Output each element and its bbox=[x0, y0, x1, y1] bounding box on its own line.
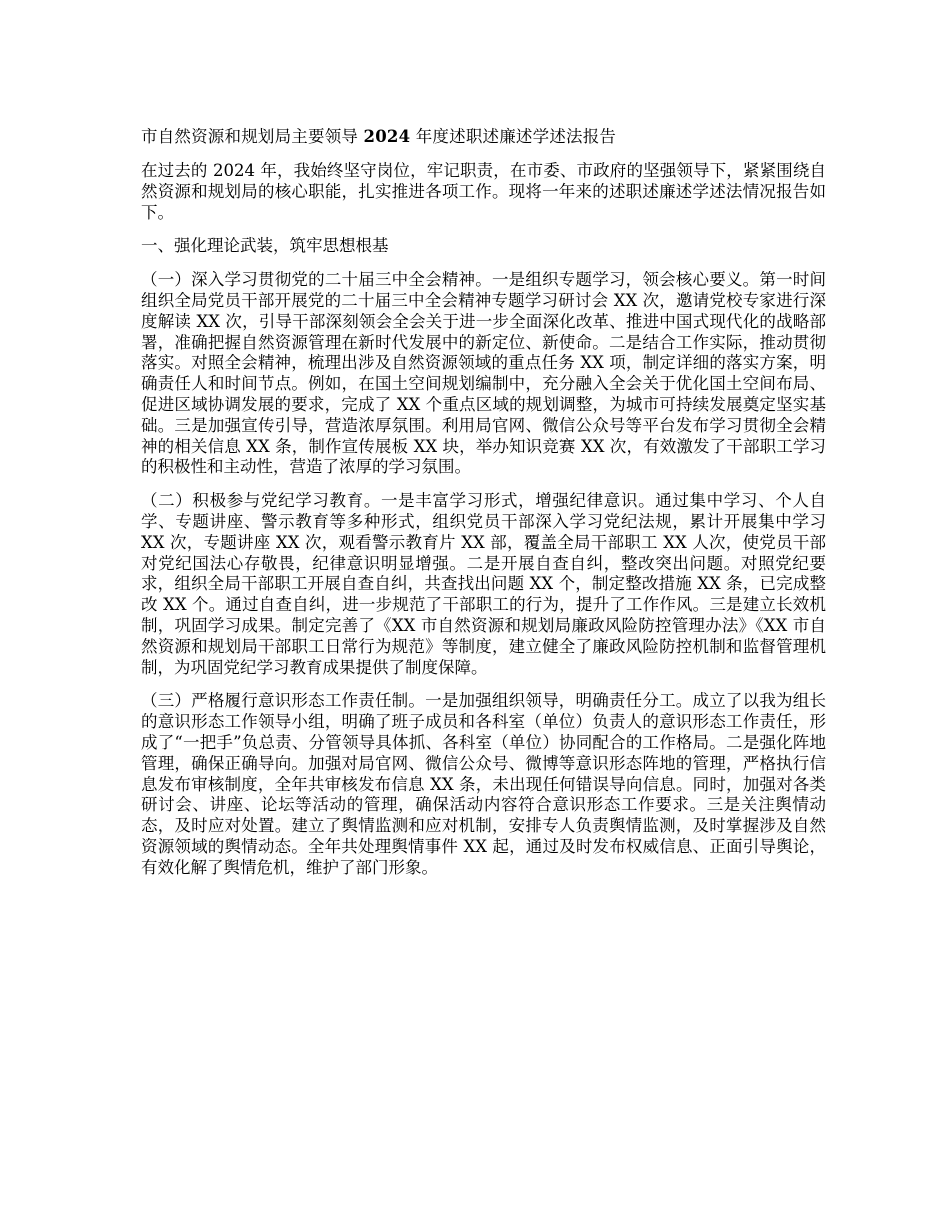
section-heading: 一、强化理论武装，筑牢思想根基 bbox=[141, 236, 389, 256]
intro-paragraph: 在过去的 2024 年，我始终坚守岗位，牢记职责，在市委、市政府的坚强领导下，紧紧围绕自然资源和规划局的核心职能，扎实推进各项工作。现将一年来的述职述廉述学述法情况报告如下。 bbox=[141, 161, 826, 222]
body-paragraph-1: （一）深入学习贯彻党的二十届三中全会精神。一是组织专题学习，领会核心要义。第一时间组织全局党员干部开展党的二十届三中全会精神专题学习研讨会 XX 次，邀请党校专家进行深度解读 XX 次，引导干部深刻领会全会关于进一步全面深化改革、推进中国式现代化的战略部署，准确把握自然资源管理在新时代发展中的新定位、新使命。二是结合工作实际，推动贯彻落实。对照全会精神，梳理出涉及自然资源领域的重点任务 XX 项，制定详细的落实方案，明确责任人和时间节点。例如，在国土空间规划编制中，充分融入全会关于优化国土空间布局、促进区域协调发展的要求，完成了 XX 个重点区域的规划调整，为城市可持续发展奠定坚实基础。三是加强宣传引导，营造浓厚氛围。利用局官网、微信公众号等平台发布学习贯彻全会精神的相关信息 XX 条，制作宣传展板 XX 块，举办知识竞赛 XX 次，有效激发了干部职工学习的积极性和主动性，营造了浓厚的学习氛围。 bbox=[141, 270, 826, 477]
title-year: 2024 bbox=[363, 127, 411, 146]
document-title bbox=[141, 126, 826, 148]
body-paragraph-2: （二）积极参与党纪学习教育。一是丰富学习形式，增强纪律意识。通过集中学习、个人自学、专题讲座、警示教育等多种形式，组织党员干部深入学习党纪法规，累计开展集中学习 XX 次，专题讲座 XX 次，观看警示教育片 XX 部，覆盖全局干部职工 XX 人次，使党员干部对党纪国法心存敬畏，纪律意识明显增强。二是开展自查自纠，整改突出问题。对照党纪要求，组织全局干部职工开展自查自纠，共查找出问题 XX 个，制定整改措施 XX 条，已完成整改 XX 个。通过自查自纠，进一步规范了干部职工的行为，提升了工作作风。三是建立长效机制，巩固学习成果。制定完善了《XX 市自然资源和规划局廉政风险防控管理办法》《XX 市自然资源和规划局干部职工日常行为规范》等制度，建立健全了廉政风险防控机制和监督管理机制，为巩固党纪学习教育成果提供了制度保障。 bbox=[141, 491, 826, 677]
title-prefix: 市自然资源和规划局主要领导 bbox=[141, 127, 364, 146]
title-suffix: 年度述职述廉述学述法报告 bbox=[410, 127, 617, 146]
body-paragraph-3: （三）严格履行意识形态工作责任制。一是加强组织领导，明确责任分工。成立了以我为组长的意识形态工作领导小组，明确了班子成员和各科室（单位）负责人的意识形态工作责任，形成了“一把手”负总责、分管领导具体抓、各科室（单位）协同配合的工作格局。二是强化阵地管理，确保正确导向。加强对局官网、微信公众号、微博等意识形态阵地的管理，严格执行信息发布审核制度，全年共审核发布信息 XX 条，未出现任何错误导向信息。同时，加强对各类研讨会、讲座、论坛等活动的管理，确保活动内容符合意识形态工作要求。三是关注舆情动态，及时应对处置。建立了舆情监测和应对机制，安排专人负责舆情监测，及时掌握涉及自然资源领域的舆情动态。全年共处理舆情事件 XX 起，通过及时发布权威信息、正面引导舆论，有效化解了舆情危机，维护了部门形象。 bbox=[141, 691, 826, 877]
document-page bbox=[141, 126, 826, 892]
